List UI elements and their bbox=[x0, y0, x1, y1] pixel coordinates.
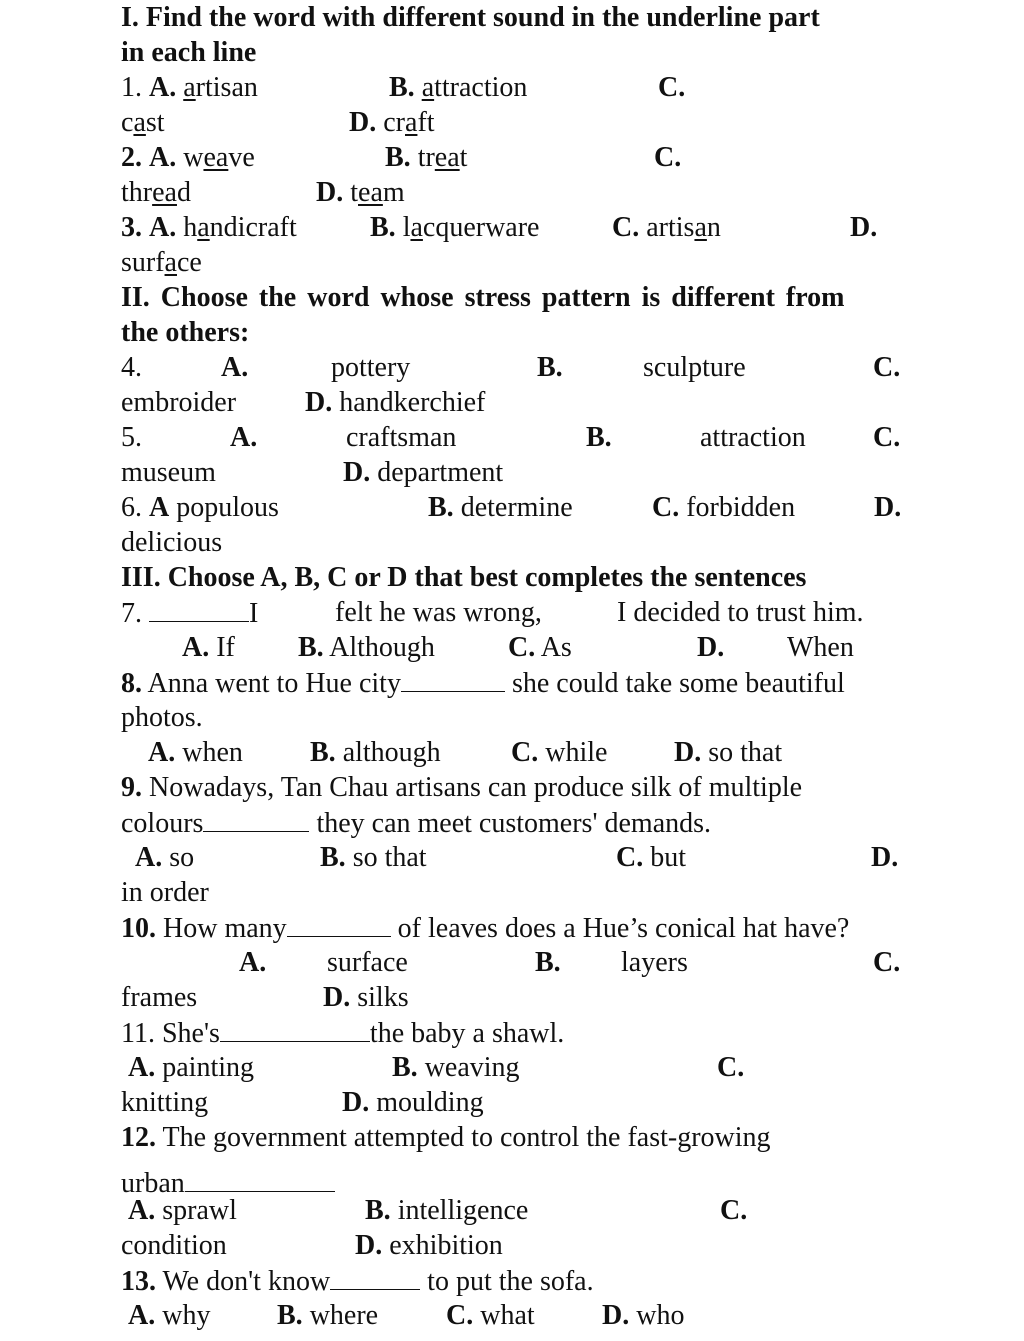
option-text: ttraction bbox=[434, 72, 528, 103]
question-6-cont bbox=[121, 525, 905, 560]
question-1 bbox=[121, 70, 905, 105]
question-13 bbox=[121, 1263, 905, 1298]
question-number: 2. bbox=[121, 142, 142, 173]
option-letter: A. bbox=[128, 1052, 156, 1083]
question-number: 3. bbox=[121, 212, 142, 243]
option-text: w bbox=[183, 142, 204, 173]
question-9-cont bbox=[121, 805, 905, 840]
question-3 bbox=[121, 210, 905, 245]
option-text: pottery bbox=[331, 352, 411, 383]
question-12-cont-2 bbox=[121, 1228, 905, 1263]
option bbox=[121, 595, 258, 631]
option-text: ndicraft bbox=[209, 212, 297, 243]
option-letter: D. bbox=[850, 212, 878, 243]
underlined-sound: ea bbox=[358, 177, 383, 208]
question-8 bbox=[121, 665, 905, 700]
option-letter: A. bbox=[149, 212, 177, 243]
option-letter: C. bbox=[873, 947, 901, 978]
section-title-text: the others: bbox=[121, 317, 250, 348]
answer-blank[interactable] bbox=[401, 665, 505, 692]
option-text: forbidden bbox=[686, 492, 796, 523]
option-letter: C. bbox=[873, 422, 901, 453]
question-stem: Nowadays, Tan Chau artisans can produce silk of multiple bbox=[149, 772, 803, 803]
question-stem: How many bbox=[163, 913, 287, 944]
question-stem: The government attempted to control the fast-growing bbox=[162, 1122, 771, 1153]
option-letter: D. bbox=[355, 1230, 383, 1261]
question-stem: felt he was wrong, bbox=[335, 597, 542, 628]
question-stem: she could take some beautiful bbox=[511, 668, 845, 699]
option bbox=[323, 980, 409, 1015]
option bbox=[310, 735, 441, 770]
option bbox=[277, 1298, 378, 1333]
option-letter: B. bbox=[389, 72, 415, 103]
section-1-title-cont bbox=[121, 35, 905, 70]
option-letter: A. bbox=[128, 1300, 156, 1331]
option-letter: D. bbox=[349, 107, 377, 138]
question-6 bbox=[121, 490, 905, 525]
option bbox=[674, 735, 782, 770]
option-text: craftsman bbox=[346, 422, 457, 453]
question-7 bbox=[121, 595, 905, 630]
underlined-sound: a bbox=[164, 247, 177, 278]
option-letter: D. bbox=[316, 177, 344, 208]
question-number: 4. bbox=[121, 352, 142, 383]
option-text: t bbox=[459, 142, 468, 173]
question-stem: She's bbox=[161, 1018, 220, 1049]
question-4-cont bbox=[121, 385, 905, 420]
option-letter: C. bbox=[717, 1052, 745, 1083]
option-text: so bbox=[169, 842, 195, 873]
option-text: intelligence bbox=[397, 1195, 529, 1226]
option-letter: C. bbox=[873, 352, 901, 383]
underlined-sound: a bbox=[421, 72, 435, 103]
option bbox=[508, 630, 572, 665]
option bbox=[298, 630, 435, 665]
question-stem: of leaves does a Hue’s conical hat have? bbox=[397, 913, 850, 944]
option-letter: B. bbox=[277, 1300, 303, 1331]
underlined-sound: ea bbox=[152, 177, 177, 208]
option-text: Although bbox=[329, 632, 435, 663]
option bbox=[370, 210, 540, 245]
question-stem: to put the sofa. bbox=[427, 1266, 594, 1297]
option-text: ve bbox=[228, 142, 255, 173]
option-text: knitting bbox=[121, 1087, 209, 1118]
section-2-title bbox=[121, 280, 905, 315]
question-number: 12. bbox=[121, 1122, 156, 1153]
underlined-sound: a bbox=[694, 212, 707, 243]
option-text: n bbox=[706, 212, 721, 243]
option-text: layers bbox=[621, 947, 688, 978]
question-12-cont bbox=[121, 1155, 905, 1199]
section-title-text: III. Choose A, B, C or D that best completes the sentences bbox=[121, 562, 807, 593]
option-text: If bbox=[216, 632, 235, 663]
question-11-options bbox=[121, 1050, 905, 1085]
question-number: 13. bbox=[121, 1266, 156, 1297]
option-text: When bbox=[787, 632, 854, 663]
option-letter: D. bbox=[697, 632, 725, 663]
option-text: what bbox=[480, 1300, 535, 1331]
question-11 bbox=[121, 1015, 905, 1050]
question-9-cont-2 bbox=[121, 875, 905, 910]
option-text: surface bbox=[327, 947, 408, 978]
option-letter: A. bbox=[149, 72, 177, 103]
option-letter: D. bbox=[871, 842, 899, 873]
option-text: but bbox=[650, 842, 687, 873]
question-number: 7. bbox=[121, 598, 142, 629]
option-letter: C. bbox=[612, 212, 640, 243]
option bbox=[128, 1050, 254, 1085]
question-10-options bbox=[121, 945, 905, 980]
option bbox=[392, 1050, 520, 1085]
question-number: 5. bbox=[121, 422, 142, 453]
option bbox=[349, 105, 435, 140]
option-text: exhibition bbox=[389, 1230, 503, 1261]
option-text: why bbox=[162, 1300, 211, 1331]
question-stem: colours bbox=[121, 808, 204, 839]
question-9 bbox=[121, 770, 905, 805]
question-number: 9. bbox=[121, 772, 142, 803]
option-letter: B. bbox=[392, 1052, 418, 1083]
question-number: 6. bbox=[121, 492, 142, 523]
option-text: thr bbox=[121, 177, 153, 208]
option bbox=[343, 455, 503, 490]
option-letter: C. bbox=[616, 842, 644, 873]
question-stem: Anna went to Hue city bbox=[147, 668, 401, 699]
option bbox=[182, 630, 235, 665]
option-letter: D. bbox=[874, 492, 902, 523]
section-3-title bbox=[121, 560, 905, 595]
question-10-cont bbox=[121, 980, 905, 1015]
option-letter: B. bbox=[365, 1195, 391, 1226]
option-letter: B. bbox=[586, 422, 612, 453]
question-number: 11. bbox=[121, 1018, 155, 1049]
question-stem: the baby a shawl. bbox=[369, 1018, 565, 1049]
option-text: l bbox=[402, 212, 411, 243]
answer-blank[interactable] bbox=[220, 1015, 370, 1042]
option bbox=[616, 840, 686, 875]
option-letter: C. bbox=[658, 72, 686, 103]
option-text: cquerware bbox=[422, 212, 540, 243]
option-letter: A. bbox=[239, 947, 267, 978]
question-5 bbox=[121, 420, 905, 455]
question-12 bbox=[121, 1120, 905, 1155]
section-1-title bbox=[121, 0, 905, 35]
option bbox=[121, 665, 845, 701]
question-number: 1. bbox=[121, 72, 142, 103]
option bbox=[355, 1228, 503, 1263]
option-text: st bbox=[145, 107, 165, 138]
option bbox=[446, 1298, 535, 1333]
option bbox=[121, 70, 258, 105]
option bbox=[428, 490, 573, 525]
underlined-sound: a bbox=[410, 212, 423, 243]
option-text: surf bbox=[121, 247, 165, 278]
option-text: moulding bbox=[376, 1087, 484, 1118]
option bbox=[121, 105, 165, 140]
option-text: when bbox=[182, 737, 243, 768]
question-7-options bbox=[121, 630, 905, 665]
option bbox=[511, 735, 607, 770]
option bbox=[612, 210, 721, 245]
question-5-cont bbox=[121, 455, 905, 490]
option-text: sprawl bbox=[162, 1195, 237, 1226]
option-letter: C. bbox=[508, 632, 536, 663]
question-9-options bbox=[121, 840, 905, 875]
option bbox=[121, 175, 191, 210]
option bbox=[316, 175, 405, 210]
question-stem: urban bbox=[121, 1168, 185, 1199]
question-number: 10. bbox=[121, 913, 156, 944]
underlined-sound: ea bbox=[203, 142, 229, 173]
option-letter: C. bbox=[720, 1195, 748, 1226]
option-text: in order bbox=[121, 877, 209, 908]
underlined-sound: a bbox=[133, 107, 146, 138]
option bbox=[654, 140, 681, 175]
option-text: populous bbox=[176, 492, 279, 523]
option-letter: C. bbox=[652, 492, 680, 523]
question-stem: they can meet customers' demands. bbox=[316, 808, 712, 839]
option bbox=[385, 140, 467, 175]
option-letter: A. bbox=[148, 737, 176, 768]
section-title-text: I. Find the word with different sound in the underline part bbox=[121, 2, 820, 33]
option bbox=[365, 1193, 528, 1228]
option-letter: D. bbox=[323, 982, 351, 1013]
underlined-sound: a bbox=[405, 107, 418, 138]
option-letter: D. bbox=[674, 737, 702, 768]
option-letter: A. bbox=[135, 842, 163, 873]
option-letter: D. bbox=[602, 1300, 630, 1331]
option-text: determine bbox=[460, 492, 573, 523]
answer-blank[interactable] bbox=[149, 595, 249, 622]
question-stem: I bbox=[249, 598, 259, 629]
section-title-text: II. Choose the word whose stress pattern is different from bbox=[121, 282, 845, 313]
option-text: d bbox=[176, 177, 191, 208]
option bbox=[121, 140, 255, 175]
option-letter: A. bbox=[230, 422, 258, 453]
option bbox=[602, 1298, 684, 1333]
answer-blank[interactable] bbox=[330, 1263, 420, 1290]
option-letter: C. bbox=[446, 1300, 474, 1331]
question-stem: photos. bbox=[121, 702, 203, 733]
option-text: so that bbox=[708, 737, 783, 768]
option-text: cr bbox=[383, 107, 405, 138]
option-letter: B. bbox=[385, 142, 411, 173]
option bbox=[121, 1120, 771, 1155]
option-letter: C. bbox=[654, 142, 682, 173]
option bbox=[320, 840, 427, 875]
option bbox=[652, 490, 795, 525]
question-2-cont bbox=[121, 175, 905, 210]
answer-blank[interactable] bbox=[185, 1155, 335, 1192]
option-letter: A bbox=[149, 492, 170, 523]
option-letter: B. bbox=[310, 737, 336, 768]
question-10 bbox=[121, 910, 905, 945]
option bbox=[121, 1015, 564, 1051]
option bbox=[121, 1263, 594, 1299]
option-letter: D. bbox=[342, 1087, 370, 1118]
option bbox=[121, 490, 279, 525]
option-letter: A. bbox=[221, 352, 249, 383]
option bbox=[121, 770, 802, 805]
option-text: so that bbox=[352, 842, 427, 873]
option-text: embroider bbox=[121, 387, 237, 418]
question-number: 8. bbox=[121, 668, 142, 699]
option-letter: B. bbox=[370, 212, 396, 243]
question-13-options bbox=[121, 1298, 905, 1333]
option bbox=[128, 1298, 210, 1333]
option-letter: B. bbox=[535, 947, 561, 978]
option-text: delicious bbox=[121, 527, 223, 558]
option bbox=[850, 210, 877, 245]
question-stem: We don't know bbox=[162, 1266, 331, 1297]
option-text: while bbox=[545, 737, 608, 768]
option-letter: B. bbox=[428, 492, 454, 523]
section-title-text: in each line bbox=[121, 37, 257, 68]
option-text: t bbox=[350, 177, 359, 208]
option-letter: D. bbox=[305, 387, 333, 418]
option bbox=[128, 1193, 237, 1228]
option-text: sculpture bbox=[643, 352, 746, 383]
option-text: department bbox=[377, 457, 504, 488]
answer-blank[interactable] bbox=[203, 805, 309, 832]
underlined-sound: a bbox=[183, 72, 196, 103]
option bbox=[658, 70, 685, 105]
option-text: where bbox=[309, 1300, 379, 1331]
option-letter: A. bbox=[128, 1195, 156, 1226]
answer-blank[interactable] bbox=[287, 910, 391, 937]
option-text: handkerchief bbox=[339, 387, 486, 418]
option-text: weaving bbox=[424, 1052, 520, 1083]
question-1-cont bbox=[121, 105, 905, 140]
option-text: rtisan bbox=[195, 72, 258, 103]
question-stem: I decided to trust him. bbox=[617, 597, 864, 628]
option-text: ft bbox=[417, 107, 435, 138]
option bbox=[121, 910, 849, 946]
option-letter: A. bbox=[182, 632, 210, 663]
option bbox=[148, 735, 243, 770]
option-letter: A. bbox=[149, 142, 177, 173]
option-text: who bbox=[636, 1300, 685, 1331]
option bbox=[121, 245, 202, 280]
option-text: condition bbox=[121, 1230, 227, 1261]
option-letter: D. bbox=[343, 457, 371, 488]
option-text: attraction bbox=[700, 422, 806, 453]
option bbox=[121, 210, 297, 245]
option-letter: B. bbox=[298, 632, 324, 663]
option bbox=[135, 840, 194, 875]
question-8-options bbox=[121, 735, 905, 770]
option-text: tr bbox=[417, 142, 435, 173]
question-3-cont bbox=[121, 245, 905, 280]
option-text: ce bbox=[176, 247, 202, 278]
question-12-options bbox=[121, 1193, 905, 1228]
option bbox=[305, 385, 485, 420]
option-text: painting bbox=[162, 1052, 254, 1083]
option-text: museum bbox=[121, 457, 216, 488]
question-8-cont bbox=[121, 700, 905, 735]
option-text: artis bbox=[646, 212, 695, 243]
question-2 bbox=[121, 140, 905, 175]
option bbox=[389, 70, 527, 105]
option-letter: C. bbox=[511, 737, 539, 768]
option-text: silks bbox=[357, 982, 409, 1013]
option-letter: B. bbox=[320, 842, 346, 873]
option-text: c bbox=[121, 107, 134, 138]
option-text: frames bbox=[121, 982, 198, 1013]
option bbox=[121, 805, 711, 841]
option-letter: B. bbox=[537, 352, 563, 383]
option-text: although bbox=[342, 737, 441, 768]
option-text: As bbox=[540, 632, 572, 663]
option-text: m bbox=[382, 177, 405, 208]
section-2-title-cont bbox=[121, 315, 905, 350]
option-text: h bbox=[183, 212, 198, 243]
question-11-cont bbox=[121, 1085, 905, 1120]
underlined-sound: ea bbox=[434, 142, 460, 173]
option bbox=[342, 1085, 484, 1120]
question-4 bbox=[121, 350, 905, 385]
underlined-sound: a bbox=[197, 212, 210, 243]
